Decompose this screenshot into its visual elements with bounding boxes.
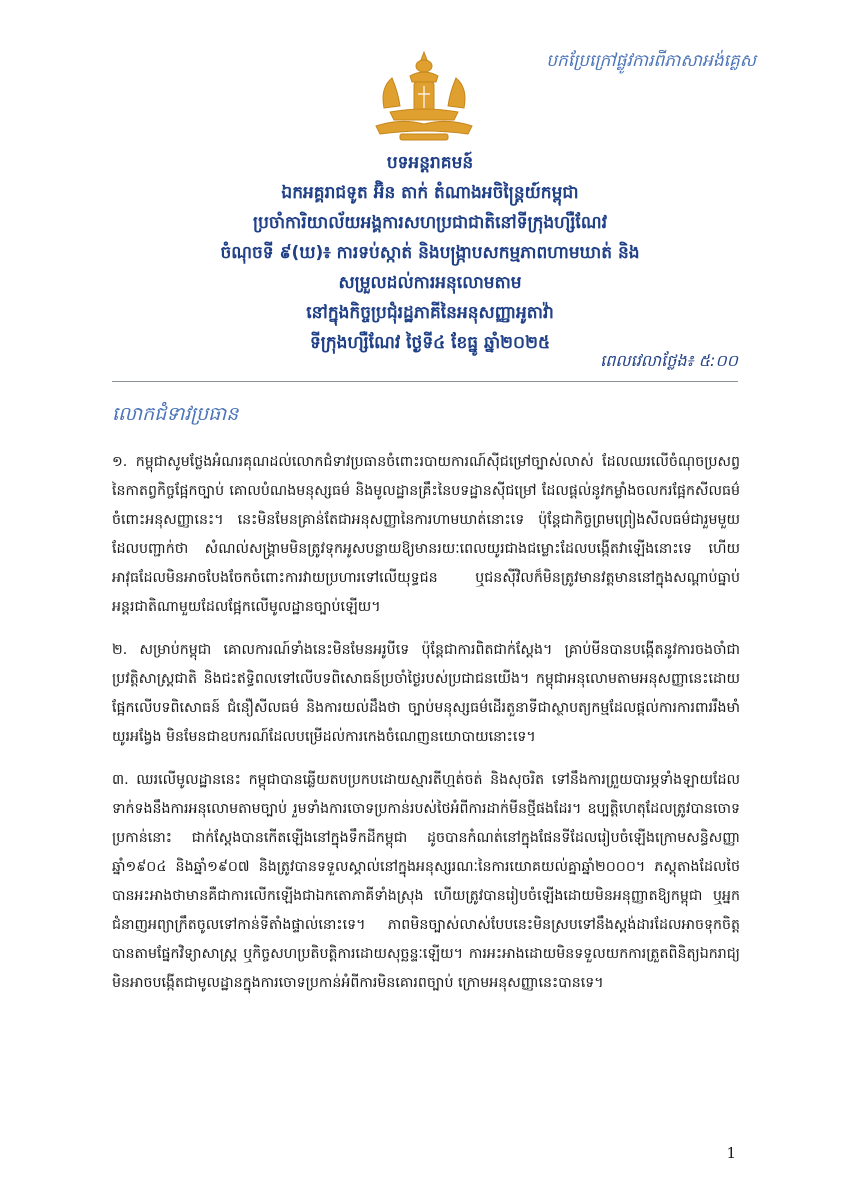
header-meeting: នៅក្នុងកិច្ចប្រជុំរដ្ឋភាគីនៃអនុសញ្ញាអូតាវ៉ា xyxy=(306,303,554,323)
royal-emblem-icon xyxy=(370,48,478,144)
header-speaker: ឯកអគ្គរាជទូត អ៊ិន តាក់ តំណាងអចិន្ត្រៃយ៍កម្ពុជា xyxy=(281,183,579,203)
paragraph-3: ៣. ឈរលើមូលដ្ឋាននេះ កម្ពុជាបានឆ្លើយតបប្រកបដោយស្មារតីហ្មត់ចត់ និងសុចរិត ទៅនឹងការព្រួយបារម្ភទាំងឡាយដែលទាក់ទងនឹងការអនុលោមតាមច្បាប់ រួមទាំងការចោទប្រកាន់របស់ថៃអំពីការដាក់មីនថ្មីផងដែរ។ ឧប្បត្តិហេតុដែលត្រូវបានចោទប្រកាន់នោះ ជាក់ស្តែងបានកើតឡើងនៅក្នុងទឹកដីកម្ពុជា ដូចបានកំណត់នៅក្នុងផែនទីដែលរៀបចំឡើងក្រោមសន្ធិសញ្ញាឆ្នាំ១៩០៤ និងឆ្នាំ១៩០៧ និងត្រូវបានទទួលស្គាល់នៅក្នុងអនុស្សរណៈនៃការយោគយល់គ្នាឆ្នាំ២០០០។ ភស្តុតាងដែលថៃបានអះអាងថាមានគឺជាការលើកឡើងជាឯកតោភាគីទាំងស្រុង ហើយត្រូវបានរៀបចំឡើងដោយមិនអនុញ្ញាតឱ្យកម្ពុជា ឬអ្នកជំនាញអព្យាក្រឹតចូលទៅកាន់ទីតាំងផ្ទាល់នោះទេ។ ភាពមិនច្បាស់លាស់បែបនេះមិនស្របទៅនឹងស្តង់ដារដែលអាចទុកចិត្តបានតាមផ្នែកវិទ្យាសាស្ត្រ ឬកិច្ចសហប្រតិបត្តិការដោយសុច្ឆន្ទៈឡើយ។ ការអះអាងដោយមិនទទួលយកការត្រួតពិនិត្យឯករាជ្យ មិនអាចបង្កើតជាមូលដ្ឋានក្នុងការចោទប្រកាន់អំពីការមិនគោរពច្បាប់ ក្រោមអនុសញ្ញានេះបានទេ។ xyxy=(112,772,740,991)
salutation: លោកជំទាវប្រធាន xyxy=(112,403,239,425)
paragraph-1: ១. កម្ពុជាសូមថ្លែងអំណរគុណដល់លោកជំទាវប្រធានចំពោះរបាយការណ៍ស៊ីជម្រៅច្បាស់លាស់ ដែលឈរលើចំណុចប្រសព្វនៃកាតព្វកិច្ចផ្អែកច្បាប់ គោលបំណងមនុស្សធម៌ និងមូលដ្ឋានគ្រឹះនៃបទដ្ឋានស៊ីជម្រៅ ដែលផ្តល់នូវកម្លាំងចលករផ្អែកសីលធម៌ចំពោះអនុសញ្ញានេះ។ នេះមិនមែនគ្រាន់តែជាអនុសញ្ញានៃការហាមឃាត់នោះទេ ប៉ុន្តែជាកិច្ចព្រមព្រៀងសីលធម៌ជារួមមួយ ដែលបញ្ជាក់ថា សំណល់សង្គ្រាមមិនត្រូវទុកអូសបន្លាយឱ្យមានរយៈពេលយូរជាងជម្លោះដែលបង្កើតវាឡើងនោះទេ ហើយអាវុធដែលមិនអាចបែងចែកចំពោះការវាយប្រហារទៅលើយុទ្ធជន ឬជនស៊ីវិលក៏មិនត្រូវមានវត្តមាននៅក្នុងសណ្តាប់ធ្នាប់អន្តរជាតិណាមួយដែលផ្អែកលើមូលដ្ឋានច្បាប់ឡើយ។ xyxy=(112,454,740,615)
header-place-date: ទីក្រុងហ្សឺណែវ ថ្ងៃទី៤ ខែធ្នូ ឆ្នាំ២០២៥ xyxy=(310,333,550,353)
header-agenda-item-cont: សម្រួលដល់ការអនុលោមតាម xyxy=(338,273,522,293)
statement-body xyxy=(112,448,740,1012)
page-number: 1 xyxy=(726,1144,736,1162)
header-divider xyxy=(112,381,738,382)
paragraph-2: ២. សម្រាប់កម្ពុជា គោលការណ៍ទាំងនេះមិនមែនអរូបីទេ ប៉ុន្តែជាការពិតជាក់ស្តែង។ គ្រាប់មីនបានបង្កើតនូវការចងចាំជាប្រវត្តិសាស្ត្រជាតិ និងជះឥទ្ធិពលទៅលើបទពិសោធន៍ប្រចាំថ្ងៃរបស់ប្រជាជនយើង។ កម្ពុជាអនុលោមតាមអនុសញ្ញានេះដោយផ្អែកលើបទពិសោធន៍ ជំនឿសីលធម៌ និងការយល់ដឹងថា ច្បាប់មនុស្សធម៌ដើរតួនាទីជាស្ថាបត្យកម្មដែលផ្តល់ការការពាររឹងមាំយូរអង្វែង មិនមែនជាឧបករណ៍ដែលបម្រើដល់ការកេងចំណេញនយោបាយនោះទេ។ xyxy=(112,642,740,745)
document-header xyxy=(120,148,740,358)
speaking-time: ពេលវេលាថ្លែង៖ ៥:០០ xyxy=(600,351,738,370)
header-agenda-item: ចំណុចទី ៩(ឃ)៖ ការទប់ស្កាត់ និងបង្ក្រាបសកម្មភាពហាមឃាត់ និង xyxy=(220,243,640,263)
header-office: ប្រចាំការិយាល័យអង្គការសហប្រជាជាតិនៅទីក្រុងហ្សឺណែវ xyxy=(253,213,607,233)
unofficial-translation-note: បកប្រែក្រៅផ្លូវការពីភាសាអង់គ្លេស xyxy=(546,51,756,71)
header-title: បទអន្តរាគមន៍ xyxy=(386,153,474,173)
